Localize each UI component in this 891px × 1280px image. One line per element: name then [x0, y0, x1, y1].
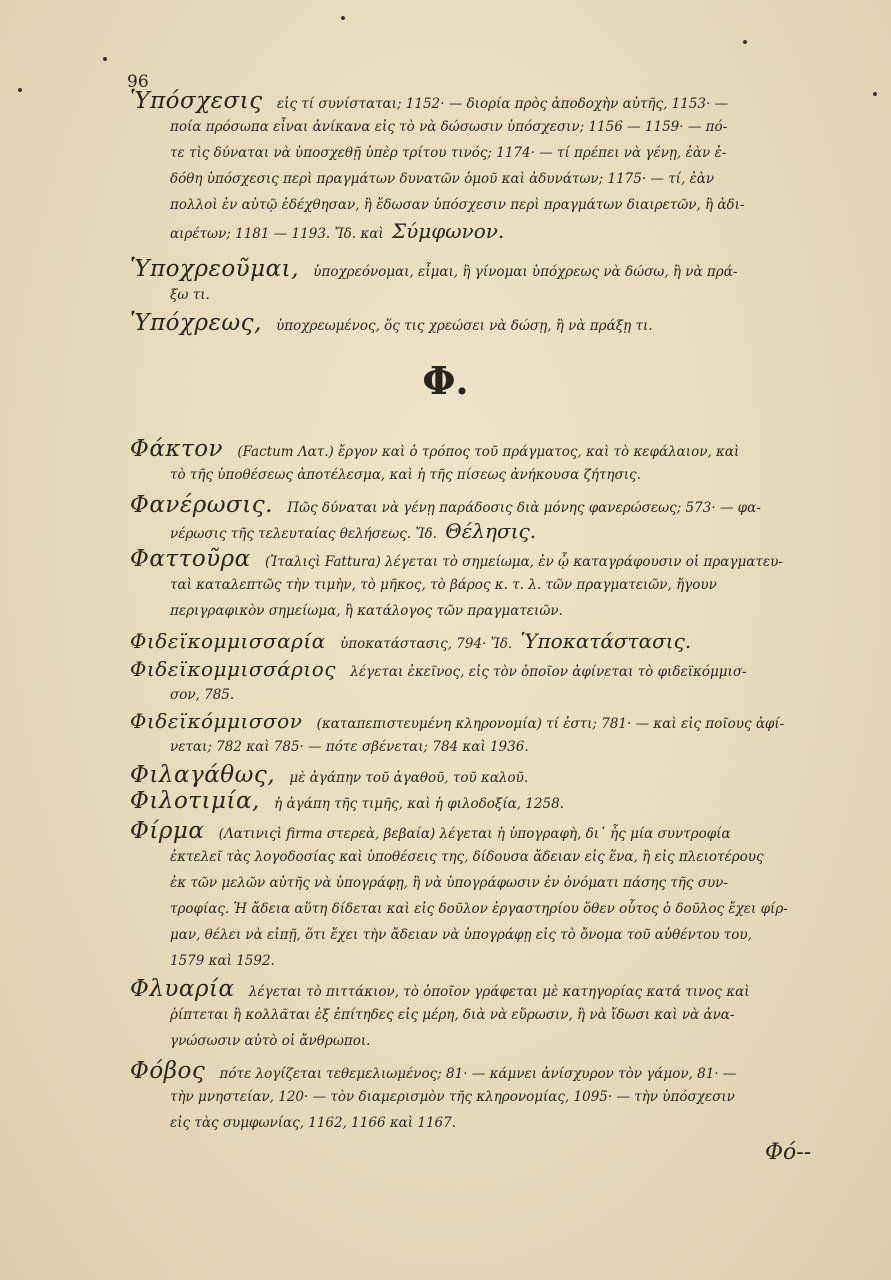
entry-phanerosis [130, 492, 825, 544]
entry-text: εἰς τὰς συμφωνίας, 1162, 1166 καὶ 1167. [170, 1115, 457, 1131]
headword: Φιδεϊκομμισσάριος [130, 657, 336, 681]
entry-text: μαν, θέλει νὰ εἰπῇ, ὅτι ἔχει τὴν ἄδειαν νὰ ὑπογράφῃ εἰς τὸ ὄνομα τοῦ αὐθέντου του, [170, 927, 752, 943]
entry-text: νέρωσις τῆς τελευταίας θελήσεως. Ἴδ. [170, 526, 437, 542]
headword: Ὑπόχρεως, [130, 310, 262, 336]
entry-text: λέγεται τὸ πιττάκιον, τὸ ὁποῖον γράφεται μὲ κατηγορίας κατά τινος καὶ [248, 984, 750, 1000]
entry-text: ταὶ καταλεπτῶς τὴν τιμὴν, τὸ μῆκος, τὸ βάρος κ. τ. λ. τῶν πραγματειῶν, ἤγουν [170, 577, 717, 593]
entry-text: ῥίπτεται ἢ κολλᾶται ἐξ ἐπίτηδες εἰς μέρη, διὰ νὰ εὕρωσιν, ἢ νὰ ἴδωσι καὶ νὰ ἀνα- [170, 1007, 735, 1023]
cross-reference: Ὑποκατάστασις. [520, 629, 692, 653]
entry-text: αιρέτων; 1181 — 1193. Ἴδ. καὶ [170, 226, 384, 242]
headword: Φόβος [130, 1058, 206, 1084]
entry-text: ὑποκατάστασις, 794· Ἴδ. [340, 636, 513, 652]
ink-speck [873, 92, 877, 96]
ink-speck [743, 40, 747, 44]
entry-phattoura [130, 546, 825, 624]
entry-text: ὑποχρεόνομαι, εἶμαι, ἢ γίνομαι ὑπόχρεως νὰ δώσω, ἢ νὰ πρά- [313, 264, 738, 280]
headword: Φλυαρία [130, 976, 235, 1002]
entry-text: μὲ ἀγάπην τοῦ ἀγαθοῦ, τοῦ καλοῦ. [289, 770, 529, 786]
entry-text: τὸ τῆς ὑποθέσεως ἀποτέλεσμα, καὶ ἡ τῆς πίσεως ἀνήκουσα ζήτησις. [170, 467, 641, 483]
entry-text: (Λατινιςὶ firma στερεὰ, βεβαία) λέγεται ἡ ὑπογραφὴ, δι᾽ ἧς μία συντροφία [218, 826, 731, 842]
entry-text: πολλοὶ ἐν αὐτῷ ἐδέχθησαν, ἢ ἔδωσαν ὑπόσχεσιν περὶ πραγμάτων διαιρετῶν, ἢ ἀδι- [170, 197, 745, 213]
entry-text: (Factum Λατ.) ἔργον καὶ ὁ τρόπος τοῦ πράγματος, καὶ τὸ κεφάλαιον, καὶ [237, 444, 740, 460]
entry-text: δόθη ὑπόσχεσις περὶ πραγμάτων δυνατῶν ὁμοῦ καὶ ἀδυνάτων; 1175· — τί, ἐὰν [170, 171, 715, 187]
headword: Φιδεϊκόμμισσον [130, 709, 303, 733]
entry-text: Πῶς δύναται νὰ γένῃ παράδοσις διὰ μόνης φανερώσεως; 573· — φα- [287, 500, 761, 516]
ink-speck [103, 57, 107, 61]
entry-phakton [130, 436, 825, 488]
entry-phideikommissaria [130, 628, 825, 654]
cross-reference: Σύμφωνον. [391, 219, 505, 243]
entry-phideikommissarios [130, 656, 825, 708]
cross-reference: Θέλησις. [445, 519, 537, 543]
entry-text: ξω τι. [170, 287, 210, 303]
headword: Φιλοτιμία, [130, 788, 260, 814]
entry-hypochreos [130, 310, 825, 336]
entry-hypochreoumai [130, 256, 825, 308]
entry-phirma [130, 818, 825, 974]
entry-text: ἐκ τῶν μελῶν αὐτῆς νὰ ὑπογράφῃ, ἢ νὰ ὑπογράφωσιν ἐν ὀνόματι πάσης τῆς συν- [170, 875, 728, 891]
entry-text: τροφίας. Ἡ ἄδεια αὕτη δίδεται καὶ εἰς δοῦλον ἐργαστηρίου ὅθεν οὗτος ὁ δοῦλος ἔχει φίρ- [170, 901, 788, 917]
entry-hyposchesis [130, 88, 825, 244]
headword: Φίρμα [130, 818, 205, 844]
headword: Φανέρωσις. [130, 492, 273, 518]
entry-phideikommisson [130, 708, 825, 760]
entry-text: ἡ ἀγάπη τῆς τιμῆς, καὶ ἡ φιλοδοξία, 1258. [274, 796, 564, 812]
headword: Φιλαγάθως, [130, 762, 276, 788]
entry-text: (Ἰταλιςὶ Fattura) λέγεται τὸ σημείωμα, ἐν ᾧ καταγράφουσιν οἱ πραγματευ- [265, 554, 783, 570]
entry-text: σον, 785. [170, 687, 235, 703]
entry-text: λέγεται ἐκεῖνος, εἰς τὸν ὁποῖον ἀφίνεται τὸ φιδεϊκόμμισ- [350, 664, 747, 680]
entry-text: περιγραφικὸν σημείωμα, ἢ κατάλογος τῶν πραγματειῶν. [170, 603, 563, 619]
entry-text: ποία πρόσωπα εἶναι ἀνίκανα εἰς τὸ νὰ δώσωσιν ὑπόσχεσιν; 1156 — 1159· — πό- [170, 119, 728, 135]
headword: Ὑποχρεοῦμαι, [130, 256, 299, 282]
entry-phobos [130, 1058, 825, 1136]
entry-text: (καταπεπιστευμένη κληρονομία) τί ἐστι; 781· — καὶ εἰς ποῖους ἀφί- [316, 716, 785, 732]
headword: Φιδεϊκομμισσαρία [130, 629, 326, 653]
headword: Φάκτον [130, 436, 224, 462]
entry-text: πότε λογίζεται τεθεμελιωμένος; 81· — κάμνει ἀνίσχυρον τὸν γάμον, 81· — [219, 1066, 737, 1082]
entry-text: ἐκτελεῖ τὰς λογοδοσίας καὶ ὑποθέσεις της, δίδουσα ἄδειαν εἰς ἕνα, ἢ εἰς πλειοτέρους [170, 849, 764, 865]
headword: Ὑπόσχεσις [130, 88, 263, 114]
entry-text: εἰς τί συνίσταται; 1152· — διορία πρὸς ἀποδοχὴν αὐτῆς, 1153· — [276, 96, 729, 112]
entry-text: τὴν μνηστείαν, 120· — τὸν διαμερισμὸν τῆς κληρονομίας, 1095· — τὴν ὑπόσχεσιν [170, 1089, 735, 1105]
entry-text: 1579 καὶ 1592. [170, 953, 275, 969]
headword: Φαττοῦρα [130, 546, 251, 572]
catchword: Φό-- [765, 1140, 812, 1165]
entry-philotimia [130, 788, 825, 814]
entry-text: ὑποχρεωμένος, ὅς τις χρεώσει νὰ δώσῃ, ἢ νὰ πράξῃ τι. [276, 318, 653, 334]
entry-philagathos [130, 762, 825, 788]
entry-phluaria [130, 976, 825, 1054]
ink-speck [18, 88, 22, 92]
ink-speck [341, 16, 345, 20]
page-number: 96 [127, 72, 149, 92]
entry-text: νεται; 782 καὶ 785· — πότε σβένεται; 784 καὶ 1936. [170, 739, 529, 755]
entry-text: τε τὶς δύναται νὰ ὑποσχεθῇ ὑπὲρ τρίτου τινός; 1174· — τί πρέπει νὰ γένῃ, ἐὰν ἐ- [170, 145, 727, 161]
entry-text: γνώσωσιν αὐτὸ οἱ ἄνθρωποι. [170, 1033, 371, 1049]
section-letter: Φ. [422, 358, 469, 403]
